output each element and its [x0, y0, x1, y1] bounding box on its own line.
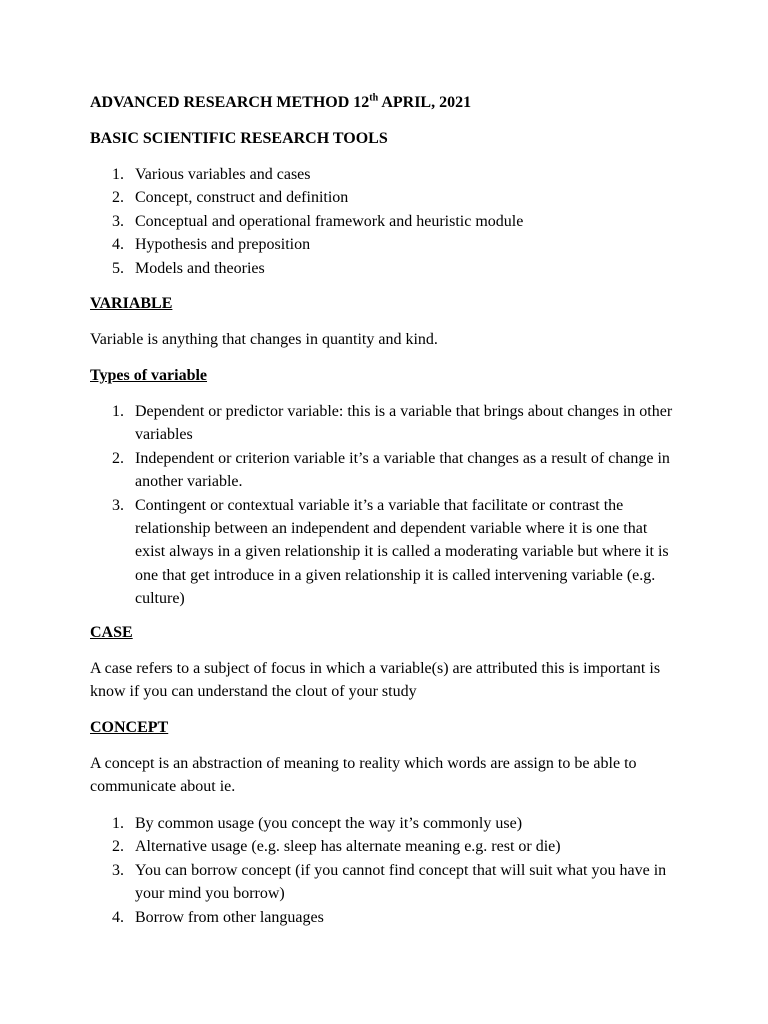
- list-item: [90, 163, 680, 186]
- list-item: [90, 906, 680, 929]
- section-subtitle: BASIC SCIENTIFIC RESEARCH TOOLS: [90, 130, 388, 147]
- list-text: Hypothesis and preposition: [135, 236, 311, 254]
- list-number: 2.: [112, 189, 124, 207]
- title-date: APRIL, 2021: [378, 94, 472, 111]
- list-number: 1.: [112, 403, 124, 420]
- list-number: 3.: [112, 861, 124, 879]
- list-text: Concept, construct and definition: [135, 189, 349, 207]
- concept-definition: A concept is an abstraction of meaning to reality which words are assign to be able to communicate about ie.: [90, 755, 637, 796]
- list-number: 5.: [112, 259, 124, 277]
- list-number: 1.: [112, 815, 124, 832]
- list-item: [90, 210, 680, 233]
- types-heading: Types of variable: [90, 367, 208, 384]
- list-number: 4.: [112, 908, 124, 926]
- case-heading: CASE: [90, 624, 133, 641]
- case-definition: A case refers to a subject of focus in which a variable(s) are attributed this is important is know if you can understand the clout of your study: [90, 660, 661, 701]
- list-number: 1.: [112, 166, 124, 183]
- types-list: [90, 400, 680, 611]
- concept-list: [90, 812, 680, 929]
- list-item: [90, 812, 680, 835]
- list-text: Borrow from other languages: [135, 908, 324, 926]
- list-item: [90, 494, 680, 611]
- list-item: [90, 835, 680, 858]
- list-text: Dependent or predictor variable: this is a variable that brings about changes in other variables: [135, 403, 673, 444]
- list-item: [90, 400, 680, 447]
- variable-definition: Variable is anything that changes in quantity and kind.: [90, 331, 438, 348]
- list-number: 2.: [112, 838, 124, 856]
- list-item: [90, 186, 680, 209]
- list-text: Independent or criterion variable it’s a variable that changes as a result of change in another variable.: [135, 449, 670, 491]
- list-text: By common usage (you concept the way it’s commonly use): [135, 815, 523, 832]
- tools-list: [90, 163, 680, 280]
- title-text: ADVANCED RESEARCH METHOD 12: [90, 94, 370, 111]
- list-number: 4.: [112, 236, 124, 254]
- list-text: Conceptual and operational framework and heuristic module: [135, 212, 524, 230]
- list-item: [90, 233, 680, 256]
- document-title: [90, 91, 680, 114]
- list-item: [90, 257, 680, 280]
- list-text: Various variables and cases: [135, 166, 311, 183]
- list-text: You can borrow concept (if you cannot find concept that will suit what you have in your mind you borrow): [135, 861, 667, 903]
- list-text: Contingent or contextual variable it’s a variable that facilitate or contrast the relationship between an independent and dependent variable where it is one that exist always in a given relationship it is called a moderating variable but where it is one that get introduce in a given relationship it is called intervening variable (e.g. culture): [135, 496, 669, 608]
- list-item: [90, 859, 680, 906]
- list-item: [90, 447, 680, 494]
- title-superscript: th: [369, 92, 379, 104]
- variable-heading: VARIABLE: [90, 295, 173, 312]
- concept-heading: CONCEPT: [90, 719, 169, 736]
- list-number: 3.: [112, 496, 124, 514]
- list-text: Models and theories: [135, 259, 265, 277]
- list-number: 3.: [112, 212, 124, 230]
- list-number: 2.: [112, 449, 124, 467]
- list-text: Alternative usage (e.g. sleep has alternate meaning e.g. rest or die): [135, 838, 561, 856]
